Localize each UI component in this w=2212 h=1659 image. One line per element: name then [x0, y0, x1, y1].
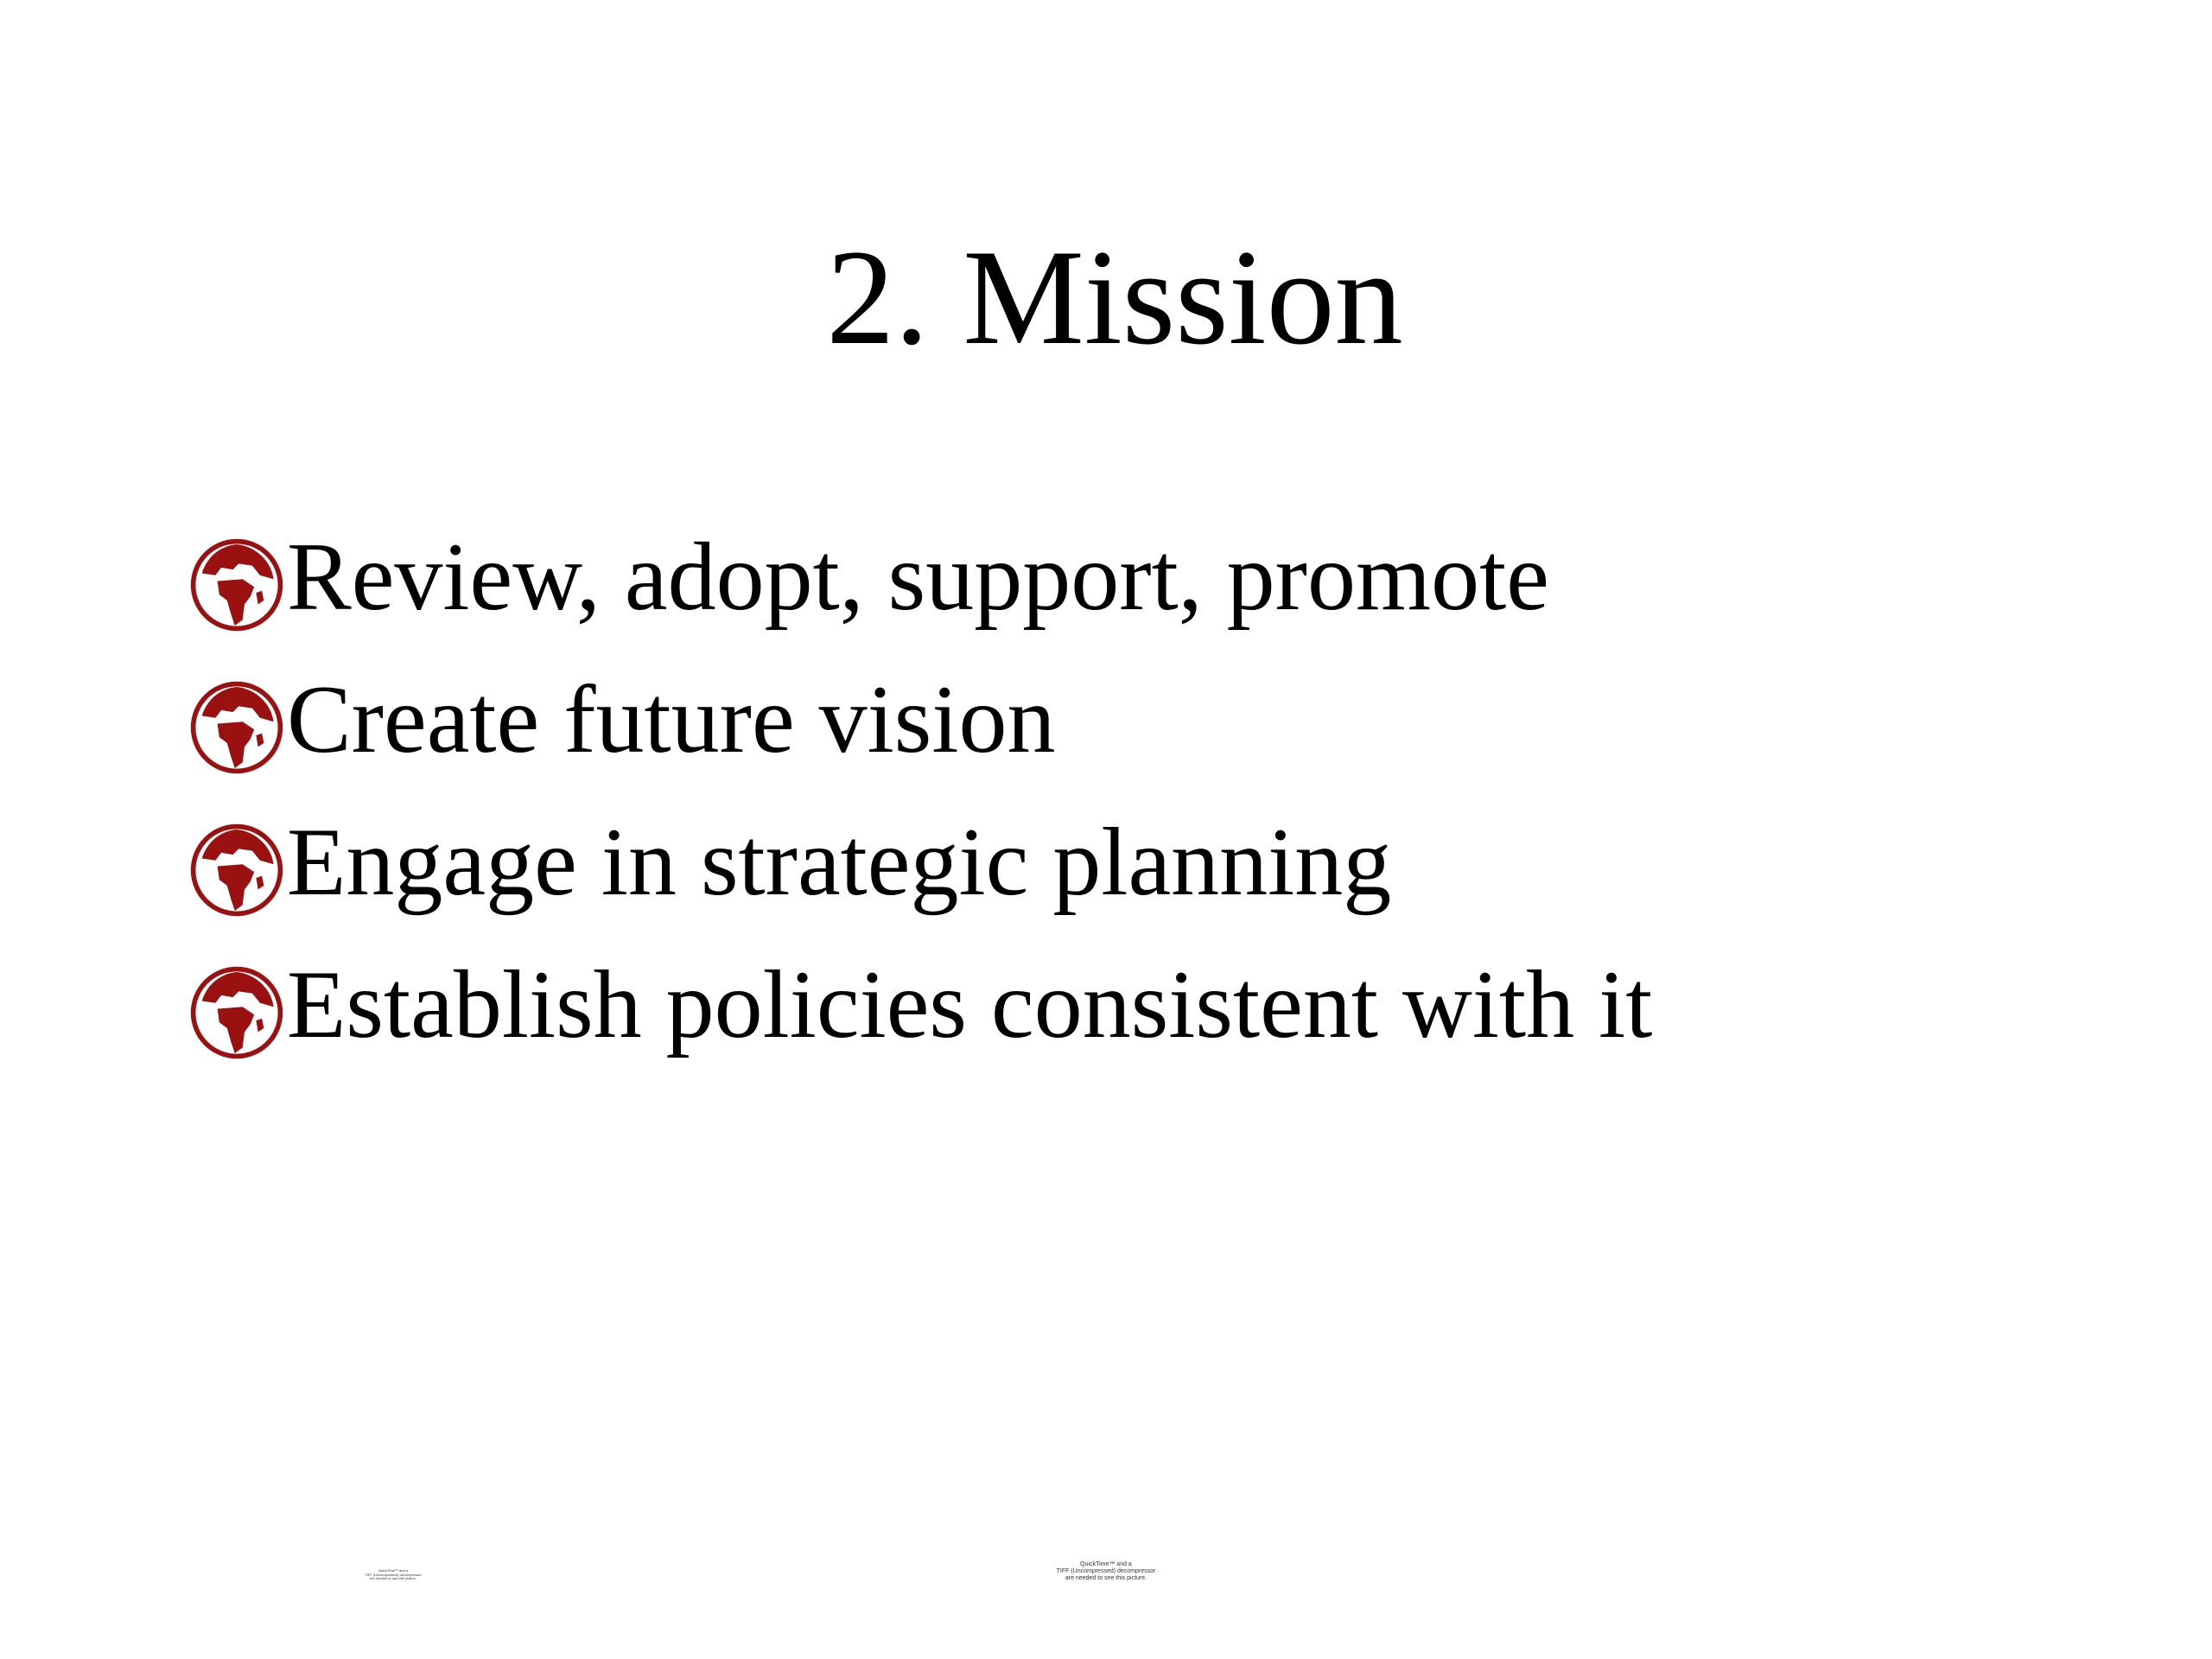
placeholder-line: TIFF (Uncompressed) decompressor — [365, 1572, 422, 1577]
placeholder-line: QuickTime™ and a — [1080, 1561, 1132, 1567]
placeholder-line: are needed to see this picture. — [370, 1576, 416, 1581]
bullet-item — [188, 933, 1652, 1076]
bullet-item — [188, 505, 1652, 648]
image-placeholder-left — [341, 1569, 445, 1581]
globe-icon — [188, 964, 285, 1061]
placeholder-line: QuickTime™ and a — [378, 1568, 409, 1573]
globe-icon — [188, 679, 285, 776]
slide-title: 2. Mission — [826, 222, 1403, 373]
globe-icon — [188, 822, 285, 918]
placeholder-line: TIFF (Uncompressed) decompressor — [1056, 1568, 1156, 1575]
bullet-label: Create future vision — [287, 665, 1056, 773]
placeholder-line: are needed to see this picture. — [1065, 1575, 1147, 1582]
image-placeholder-right — [1020, 1561, 1192, 1582]
bullet-item — [188, 791, 1652, 933]
bullet-list — [188, 505, 1652, 1076]
bullet-label: Engage in strategic planning — [287, 808, 1392, 916]
globe-icon — [188, 537, 285, 633]
bullet-item — [188, 648, 1652, 791]
bullet-label: Review, adopt, support, promote — [287, 523, 1549, 631]
bullet-label: Establish policies consistent with it — [287, 950, 1653, 1058]
